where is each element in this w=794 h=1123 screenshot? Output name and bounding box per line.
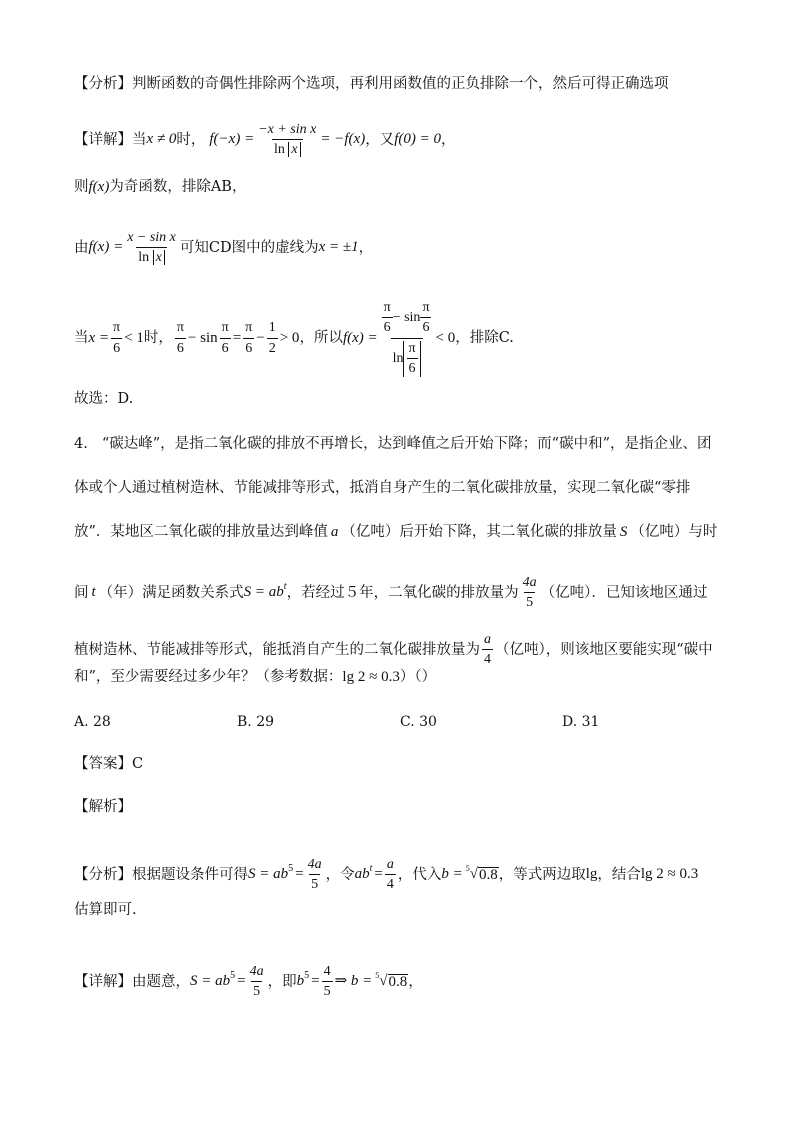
math-minus-sin: − sin xyxy=(392,310,421,326)
fraction-a-4 xyxy=(385,857,396,893)
fraction-denominator xyxy=(391,338,423,377)
text: ，所以 xyxy=(299,330,343,347)
denominator: 6 xyxy=(420,317,431,335)
question-text: （年）满足函数关系式 xyxy=(98,584,244,601)
fraction-big xyxy=(380,300,434,377)
question-line-5 xyxy=(74,632,713,668)
math-f0: f(0) = 0 xyxy=(394,131,441,148)
fraction xyxy=(125,230,178,266)
ln: ln xyxy=(392,350,404,366)
math-fx: f(x) = xyxy=(88,239,124,256)
text: ，等式两边取 xyxy=(498,866,586,883)
denominator: 5 xyxy=(251,981,262,999)
question-line-4 xyxy=(74,575,707,611)
ln: ln xyxy=(138,250,150,266)
conclusion-text: 故选：D. xyxy=(74,391,134,407)
fraction-4a-5 xyxy=(521,575,539,611)
math-eq: = xyxy=(374,866,383,883)
analysis-tag: 【分析】 xyxy=(74,76,132,92)
abs-x: x xyxy=(153,250,165,265)
analysis-line-2 xyxy=(74,857,698,893)
jiexi-tag: 【解析】 xyxy=(74,799,132,815)
fraction-pi-6 xyxy=(243,320,254,356)
math-eq: = xyxy=(232,329,242,346)
detail-line-1 xyxy=(74,122,455,158)
answer-value: C xyxy=(132,756,144,772)
denominator: 6 xyxy=(382,317,393,335)
numerator: 1 xyxy=(268,320,276,336)
text: ， xyxy=(440,131,456,148)
denominator: 4 xyxy=(482,649,493,667)
math-eq: = xyxy=(311,973,320,990)
exponent: t xyxy=(369,862,373,874)
math-eq: = xyxy=(237,973,246,990)
question-text: （亿吨）后开始下降，其二氧化碳的排放量 xyxy=(341,524,617,541)
question-text: （亿吨），则该地区要能实现“碳中 xyxy=(495,641,713,658)
denominator: 6 xyxy=(175,338,186,356)
question-text: 植树造林、节能减排等形式，能抵消自产生的二氧化碳排放量为 xyxy=(74,641,480,658)
math-minus-sin: − sin xyxy=(187,329,218,346)
exponent: 5 xyxy=(304,969,310,981)
math-exponent: t xyxy=(283,580,287,592)
denominator: 6 xyxy=(407,358,418,376)
text: 当 xyxy=(74,330,89,347)
denominator: 6 xyxy=(220,338,231,356)
numerator: π xyxy=(113,320,121,336)
numerator: a xyxy=(484,632,491,647)
math-s: S = ab xyxy=(248,866,289,883)
numerator: π xyxy=(383,300,391,315)
exponent: 5 xyxy=(288,862,294,874)
math-gt0: > 0 xyxy=(279,329,300,346)
line-odd-function xyxy=(74,180,246,195)
fraction-denominator xyxy=(272,139,303,157)
text: 时， xyxy=(143,330,173,347)
root-sign: √ xyxy=(469,866,478,883)
fraction-pi-6 xyxy=(382,300,393,336)
root-index: 5 xyxy=(465,863,470,873)
question-line-3 xyxy=(74,525,717,540)
root-value: 0.8 xyxy=(478,866,498,883)
choice-d[interactable]: D. 31 xyxy=(562,714,600,730)
fraction-4a-5 xyxy=(306,857,324,893)
math-eq: x = ±1 xyxy=(318,239,359,256)
math-rhs: = −f(x) xyxy=(320,131,366,148)
fraction-1-2 xyxy=(267,320,278,356)
fraction-pi-6 xyxy=(220,320,231,356)
choice-b[interactable]: B. 29 xyxy=(237,714,275,730)
text: ，即 xyxy=(267,973,297,990)
text: 时， xyxy=(176,131,206,148)
fraction-numerator: −x + sin x xyxy=(258,122,317,137)
denominator: 6 xyxy=(111,338,122,356)
denominator: 2 xyxy=(267,338,278,356)
numerator: a xyxy=(386,857,394,872)
text: 估算即可. xyxy=(74,902,137,918)
denominator: 4 xyxy=(385,874,396,892)
math-lhs: f(−x) = xyxy=(209,131,255,148)
question-text: ）（） xyxy=(399,669,437,686)
math-s: S = ab xyxy=(190,973,231,990)
math-fx: f(x) = xyxy=(342,329,378,346)
question-text: ，若经过５年，二氧化碳的排放量为 xyxy=(286,584,519,601)
question-text: “碳达峰”，是指二氧化碳的排放不再增长，达到峰值之后开始下降；而“碳中和”，是指企业、团 xyxy=(101,436,712,452)
analysis-line-1 xyxy=(74,77,669,92)
math-b: b = xyxy=(441,866,463,883)
numerator: π xyxy=(422,300,430,315)
detail-line-2 xyxy=(74,964,423,1000)
math-lt0: < 0 xyxy=(435,329,456,346)
text: 由 xyxy=(74,239,89,256)
question-number: 4. xyxy=(74,436,88,452)
math-arrow: ⇒ b = xyxy=(334,973,373,990)
ln: ln xyxy=(273,142,285,158)
numerator: 4 xyxy=(323,964,331,979)
line-asymptote xyxy=(74,230,373,266)
numerator: π xyxy=(408,340,416,356)
question-text: 放”．某地区二氧化碳的排放量达到峰值 xyxy=(74,524,328,541)
text: ，排除C. xyxy=(455,330,514,347)
abs-x: x xyxy=(288,142,300,157)
analysis-tag: 【分析】 xyxy=(74,866,132,883)
root-value: 0.8 xyxy=(388,973,408,990)
fraction-pi-6 xyxy=(420,300,431,336)
text: 由题意， xyxy=(132,973,190,990)
text: 则 xyxy=(74,179,89,196)
detail-tag: 【详解】 xyxy=(74,973,132,990)
numerator: 4a xyxy=(249,964,264,979)
fraction-denominator xyxy=(136,247,167,265)
fraction-pi-6 xyxy=(406,341,417,377)
math-b: b xyxy=(296,973,305,990)
numerator: π xyxy=(221,320,229,336)
fraction-4-5 xyxy=(322,964,333,1000)
denominator: 5 xyxy=(322,981,333,999)
jiexi-line xyxy=(74,800,132,815)
fraction-pi-6 xyxy=(111,320,122,356)
text: ，结合 xyxy=(597,866,641,883)
numerator: 4a xyxy=(522,575,537,590)
math-lg2: lg 2 ≈ 0.3 xyxy=(640,866,699,883)
math-lt1: < 1 xyxy=(124,329,144,346)
fraction-a-4 xyxy=(482,632,493,668)
text: ，又 xyxy=(365,131,395,148)
math-t: t xyxy=(91,584,96,601)
answer-tag: 【答案】 xyxy=(74,756,132,772)
choice-a[interactable]: A. 28 xyxy=(74,714,111,730)
math-a: a xyxy=(330,524,339,540)
text: 当 xyxy=(132,131,147,148)
fraction-4a-5 xyxy=(248,964,266,1000)
detail-tag: 【详解】 xyxy=(74,131,132,148)
denominator: 5 xyxy=(524,592,535,610)
question-text: 间 xyxy=(74,584,89,601)
math-condition: x ≠ 0 xyxy=(146,131,177,148)
conclusion-line xyxy=(74,392,133,407)
math-eq: = xyxy=(295,866,304,883)
analysis-text: 判断函数的奇偶性排除两个选项，再利用函数值的正负排除一个，然后可得正确选项 xyxy=(132,76,669,92)
fraction-numerator xyxy=(380,300,434,338)
numerator: π xyxy=(176,320,184,336)
math-formula: S = ab xyxy=(243,584,284,601)
text: ， xyxy=(408,973,423,990)
answer-line xyxy=(74,757,143,772)
question-line-1 xyxy=(74,437,712,452)
analysis-line-2b xyxy=(74,903,137,918)
question-line-2 xyxy=(74,481,690,496)
text: 根据题设条件可得 xyxy=(132,866,248,883)
fraction xyxy=(256,122,318,158)
text: ， xyxy=(358,239,374,256)
question-text: （亿吨）．已知该地区通过 xyxy=(540,584,708,601)
text: 为奇函数，排除AB， xyxy=(109,179,247,196)
text: ，令 xyxy=(325,866,355,883)
math-abt: ab xyxy=(354,866,370,883)
math-lg: lg xyxy=(585,866,598,883)
math-S: S xyxy=(619,524,628,540)
numerator: π xyxy=(245,320,253,336)
fraction-numerator: x − sin x xyxy=(127,230,176,245)
exponent: 5 xyxy=(230,969,236,981)
denominator: 6 xyxy=(243,338,254,356)
math-fx: f(x) xyxy=(88,179,110,195)
denominator: 5 xyxy=(309,874,320,892)
question-text: （亿吨）与时 xyxy=(630,524,718,541)
text: 可知CD图中的虚线为 xyxy=(179,239,319,256)
numerator: 4a xyxy=(307,857,322,872)
fraction-pi-6 xyxy=(175,320,186,356)
abs xyxy=(403,341,420,377)
question-text: 和”，至少需要经过多少年？（参考数据： xyxy=(74,669,343,686)
math-minus: − xyxy=(256,329,265,346)
text: ，代入 xyxy=(397,866,442,883)
line-sign-check xyxy=(74,300,514,377)
question-line-6 xyxy=(74,670,436,685)
math-xeq: x = xyxy=(88,329,110,346)
choice-c[interactable]: C. 30 xyxy=(400,714,437,730)
root-sign: √ xyxy=(379,973,388,990)
question-text: 体或个人通过植树造林、节能减排等形式，抵消自身产生的二氧化碳排放量，实现二氧化碳“零排 xyxy=(74,480,691,496)
root-index: 5 xyxy=(375,970,380,980)
math-lg: lg 2 ≈ 0.3 xyxy=(342,669,400,685)
